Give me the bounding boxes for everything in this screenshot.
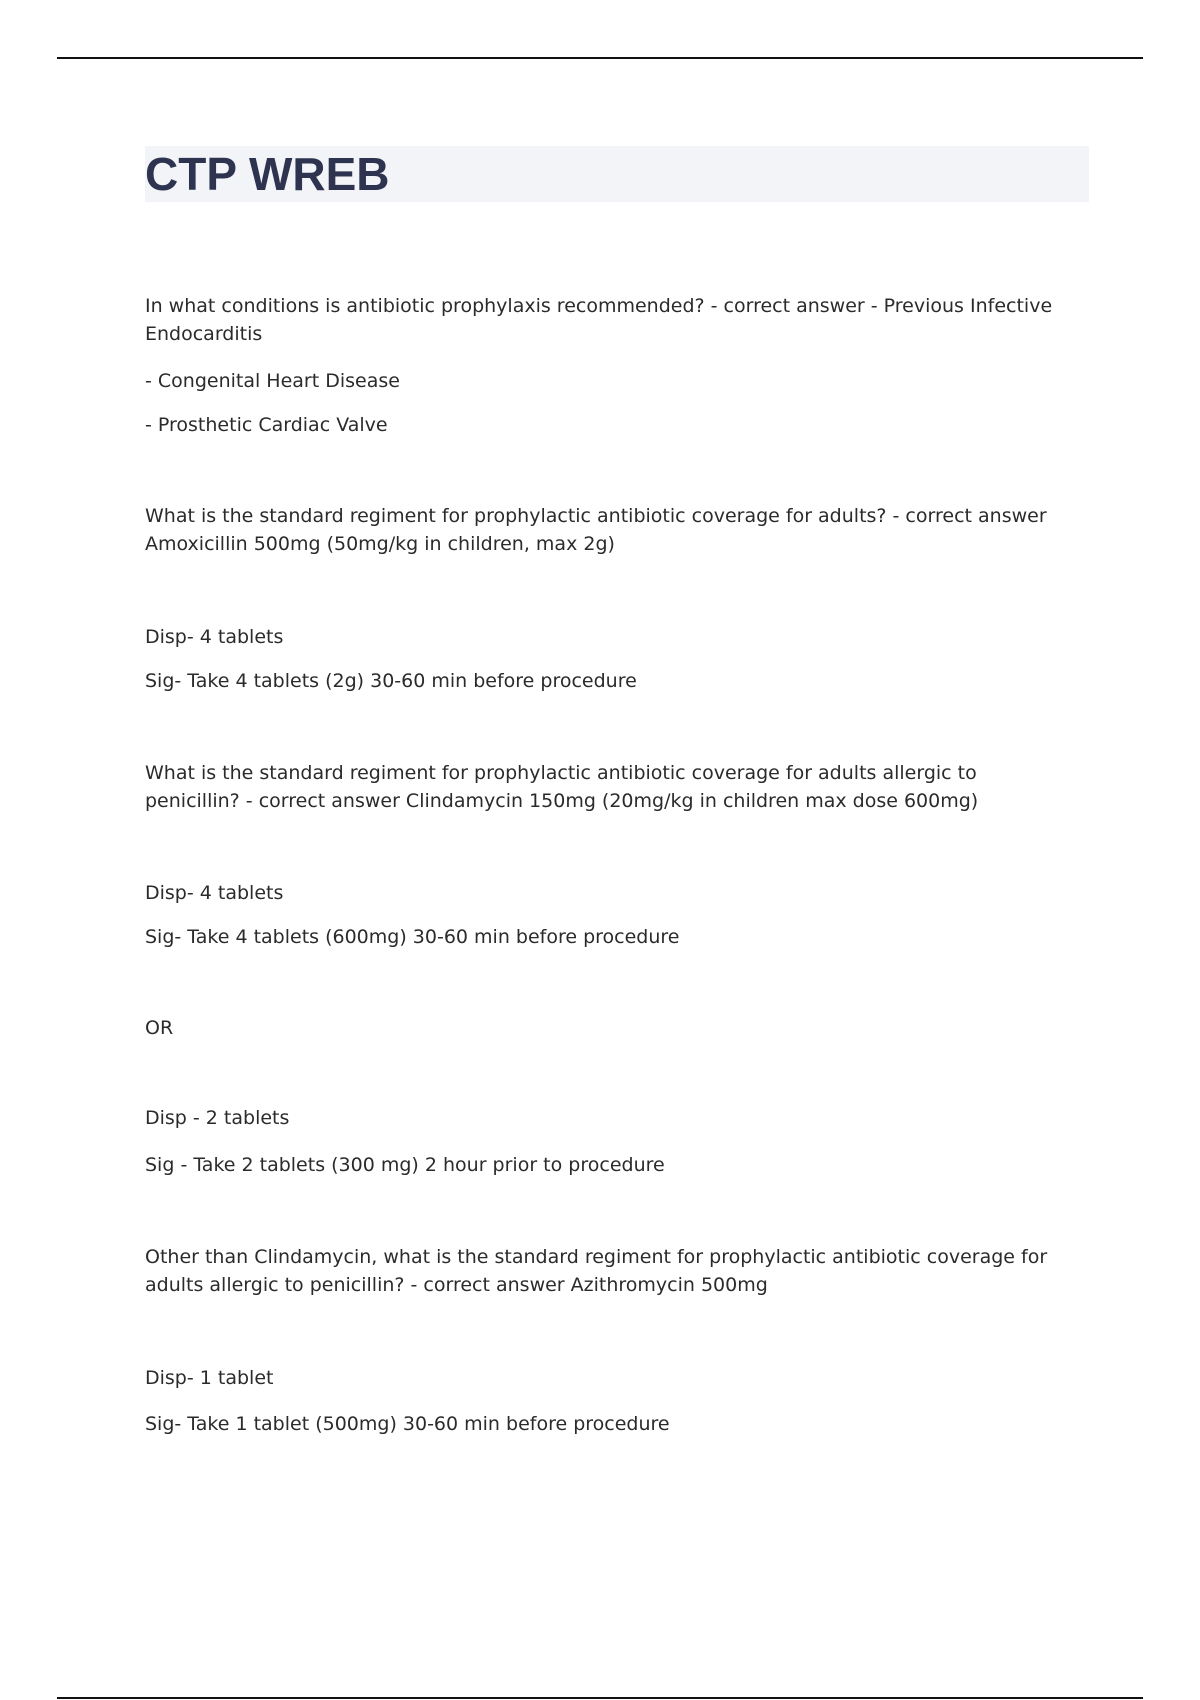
disp-line: Disp- 4 tablets xyxy=(145,626,284,648)
header-rule xyxy=(57,57,1143,59)
sig-line: Sig- Take 1 tablet (500mg) 30-60 min before procedure xyxy=(145,1413,670,1435)
disp-line: Disp- 1 tablet xyxy=(145,1367,274,1389)
sig-line: Sig- Take 4 tablets (600mg) 30-60 min before procedure xyxy=(145,926,680,948)
question-4: Other than Clindamycin, what is the standard regiment for prophylactic antibiotic coverage for adults allergic to penicillin? - correct answer Azithromycin 500mg xyxy=(145,1246,1048,1296)
document-title: CTP WREB xyxy=(145,148,390,200)
disp-line: Disp - 2 tablets xyxy=(145,1107,290,1129)
sig-line: Sig - Take 2 tablets (300 mg) 2 hour prior to procedure xyxy=(145,1154,665,1176)
sig-line: Sig- Take 4 tablets (2g) 30-60 min before procedure xyxy=(145,670,637,692)
disp-line: Disp- 4 tablets xyxy=(145,882,284,904)
question-3: What is the standard regiment for prophylactic antibiotic coverage for adults allergic to penicillin? - correct answer Clindamycin 150mg (20mg/kg in children max dose 600mg) xyxy=(145,762,979,812)
list-item: - Congenital Heart Disease xyxy=(145,370,400,392)
question-2: What is the standard regiment for prophylactic antibiotic coverage for adults? - correct answer Amoxicillin 500mg (50mg/kg in children, max 2g) xyxy=(145,505,1047,555)
list-item: - Prosthetic Cardiac Valve xyxy=(145,414,388,436)
or-separator: OR xyxy=(145,1017,174,1039)
footer-rule xyxy=(57,1697,1143,1699)
question-1: In what conditions is antibiotic prophylaxis recommended? - correct answer - Previous Infective Endocarditis xyxy=(145,295,1053,345)
